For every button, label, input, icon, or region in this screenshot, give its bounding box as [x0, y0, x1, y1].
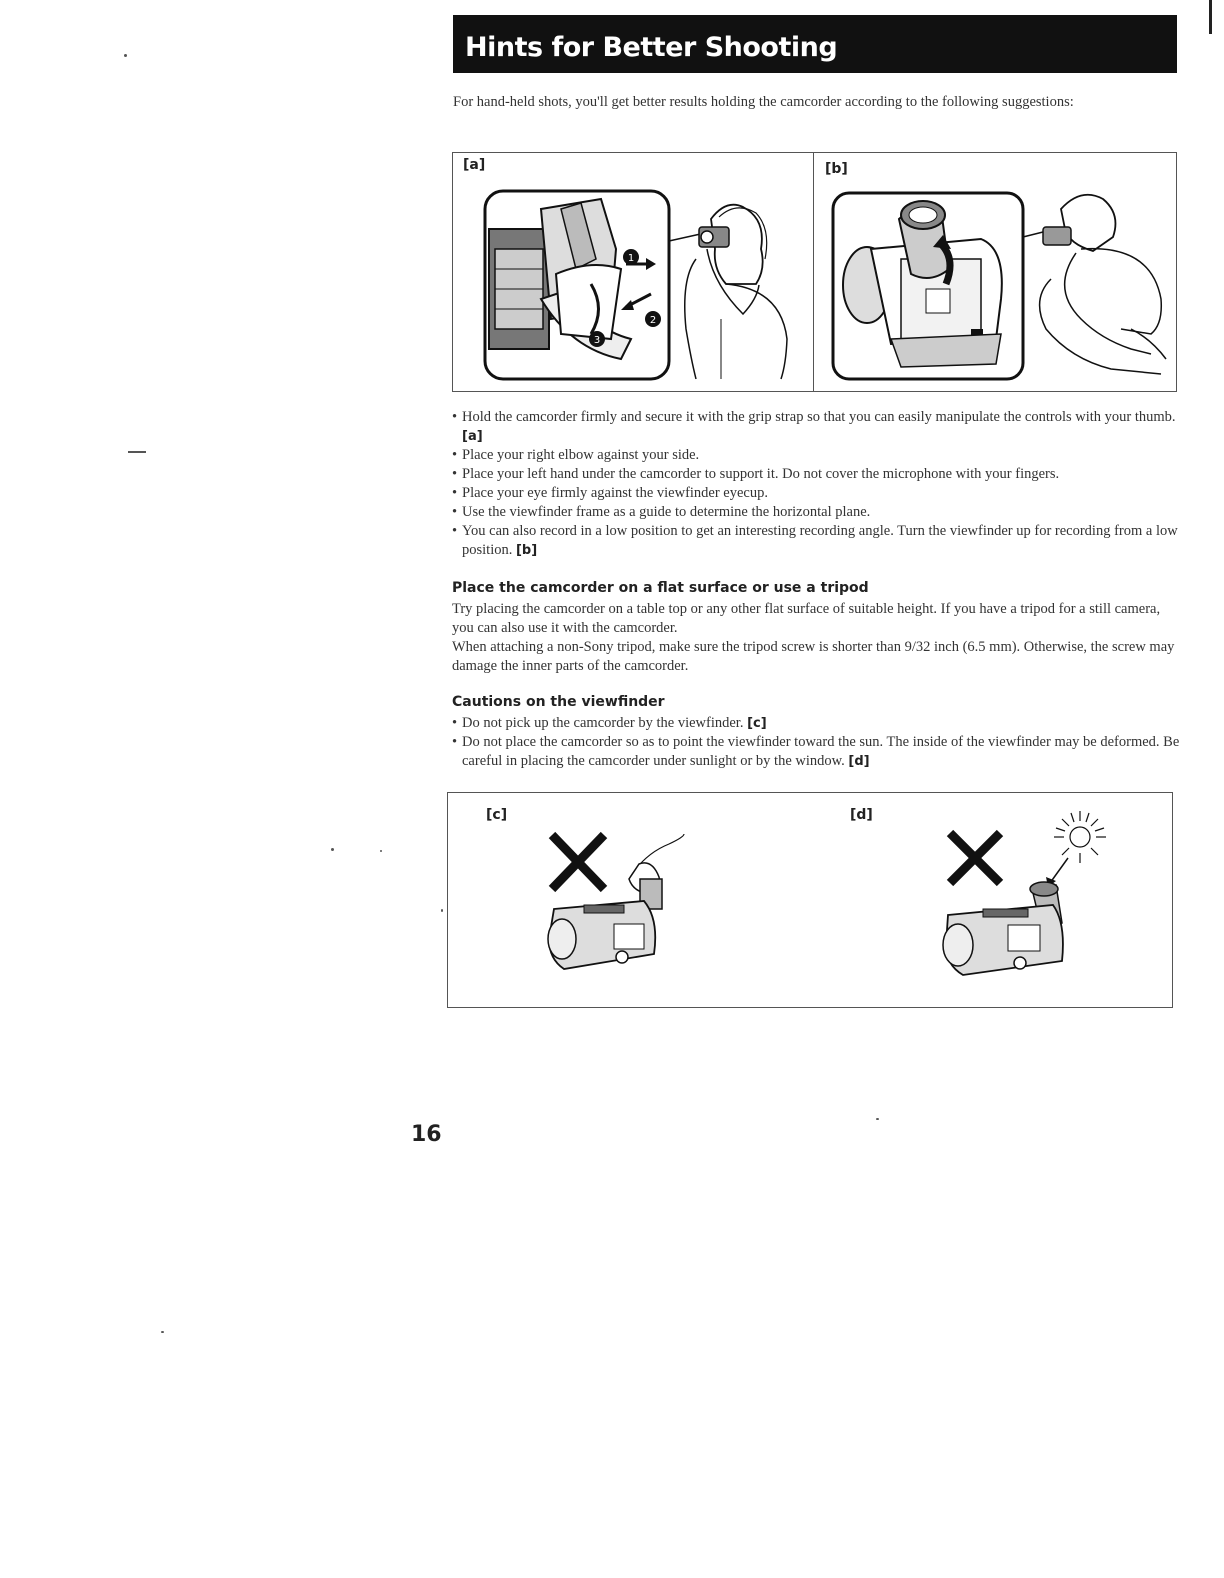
- scan-speck: [124, 54, 127, 57]
- page-edge-mark: [1209, 0, 1212, 34]
- sun-icon: [1054, 811, 1106, 863]
- list-item: • Do not place the camcorder so as to point the viewfinder toward the sun. The inside of the viewfinder may be deformed. Be careful in placing the camcorder under sunlight or by the window. [d]: [452, 734, 1180, 769]
- scan-mark: [128, 451, 146, 453]
- list-item: • You can also record in a low position to get an interesting recording angle. Turn the viewfinder up for recording from a low position. [b]: [452, 523, 1178, 558]
- figure-ref: [a]: [462, 429, 483, 444]
- viewfinder-heading: Cautions on the viewfinder: [452, 694, 665, 710]
- no-sun-exposure-illustration: [938, 803, 1118, 983]
- list-item: • Use the viewfinder frame as a guide to determine the horizontal plane.: [452, 504, 871, 520]
- figure-ref: [b]: [515, 543, 538, 558]
- scan-speck: [161, 1331, 164, 1333]
- list-item: • Place your eye firmly against the viewfinder eyecup.: [452, 485, 768, 501]
- scan-speck: [441, 909, 443, 912]
- intro-text: For hand-held shots, you'll get better results holding the camcorder according to the following suggestions:: [453, 94, 1074, 110]
- section-title-bar: [453, 15, 1177, 73]
- callout-3: 3: [593, 335, 601, 346]
- figure-box-ab: [452, 152, 1177, 392]
- list-item: • Do not pick up the camcorder by the viewfinder. [c]: [452, 715, 767, 731]
- figure-box-cd: [447, 792, 1173, 1008]
- prohibited-x-icon: [950, 833, 1000, 883]
- figure-label-c: [c]: [486, 807, 508, 823]
- callout-2: 2: [649, 315, 657, 326]
- page-title: Hints for Better Shooting: [465, 32, 838, 63]
- tripod-paragraph-2: When attaching a non-Sony tripod, make sure the tripod screw is shorter than 9/32 inch (6.5 mm). Otherwise, the screw may damage the inner parts of the camcorder.: [452, 639, 1175, 674]
- figure-ref: [d]: [848, 754, 870, 769]
- page-number: 16: [411, 1122, 442, 1147]
- figure-divider: [813, 153, 814, 391]
- viewfinder-cautions-list: [452, 714, 1182, 771]
- callout-1: 1: [627, 253, 635, 264]
- low-position-illustration: [831, 189, 1173, 385]
- prohibited-x-icon: [552, 835, 604, 889]
- list-item: • Place your left hand under the camcorder to support it. Do not cover the microphone with your fingers.: [452, 466, 1060, 482]
- holding-tips-list: [452, 408, 1182, 560]
- list-item: • Hold the camcorder firmly and secure it with the grip strap so that you can easily manipulate the controls with your thumb. [a]: [452, 409, 1176, 444]
- no-lift-by-viewfinder-illustration: [544, 829, 694, 979]
- tripod-paragraph-1: Try placing the camcorder on a table top or any other flat surface of suitable height. If you have a tripod for a still camera, you can also use it with the camcorder.: [452, 601, 1161, 636]
- scan-speck: [380, 850, 382, 852]
- figure-label-a: [a]: [463, 157, 486, 173]
- figure-ref: [c]: [747, 716, 767, 731]
- figure-label-d: [d]: [850, 807, 873, 823]
- grip-strap-illustration: [481, 189, 801, 381]
- scan-speck: [876, 1118, 879, 1120]
- tripod-heading: Place the camcorder on a flat surface or use a tripod: [452, 580, 869, 596]
- figure-label-b: [b]: [825, 161, 848, 177]
- scan-speck: [331, 848, 334, 851]
- list-item: • Place your right elbow against your side.: [452, 447, 700, 463]
